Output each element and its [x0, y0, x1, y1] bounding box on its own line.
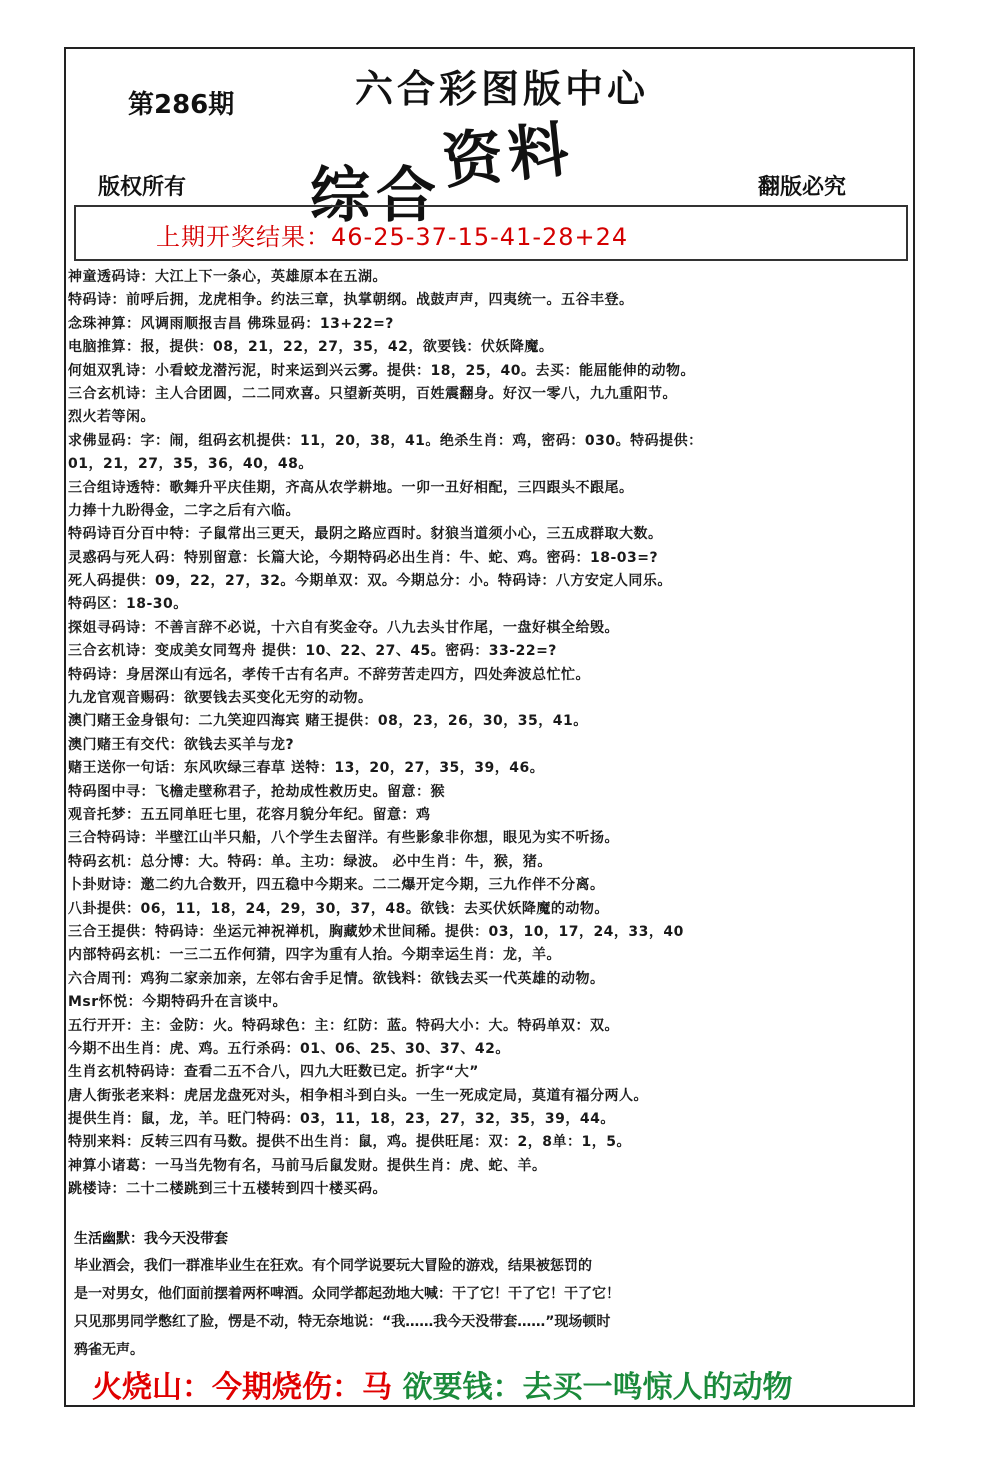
content-line: 今期不出生肖：虎、鸡。五行杀码：01、06、25、30、37、42。 [68, 1040, 510, 1057]
content-line: 特别来料：反转三四有马数。提供不出生肖：鼠，鸡。提供旺尾：双：2，8单：1，5。 [68, 1134, 631, 1151]
content-line: 死人码提供：09，22，27，32。今期单双：双。今期总分：小。特码诗：八方安定人同乐。 [68, 573, 672, 590]
content-line: 唐人街张老来料：虎居龙盘死对头，相争相斗到白头。一生一死成定局，莫道有福分两人。 [68, 1087, 648, 1104]
content-line: 赌王送你一句话：东风吹绿三春草 送特：13，20，27，35，39，46。 [68, 760, 545, 777]
big-title-part-2: 资料 [439, 114, 578, 198]
content-line: 何姐双乳诗：小看蛟龙潜污泥，时来运到兴云雾。提供：18，25，40。去买：能屈能伸的动物。 [68, 362, 695, 379]
content-line: 提供生肖：鼠，龙，羊。旺门特码：03，11，18，23，27，32，35，39，44。 [68, 1111, 615, 1128]
story-line: 鸦雀无声。 [74, 1342, 144, 1358]
content-line: 三合特码诗：半壁江山半只船，八个学生去留洋。有些影象非你想，眼见为实不听扬。 [68, 830, 619, 847]
content-line: 神童透码诗：大江上下一条心，英雄原本在五湖。 [68, 269, 387, 285]
humor-story [74, 1252, 894, 1364]
content-line: 神算小诸葛：一马当先物有名，马前马后鼠发财。提供生肖：虎、蛇、羊。 [68, 1157, 547, 1174]
content-line: 观音托梦：五五同单旺七里，花容月貌分年纪。留意：鸡 [68, 806, 431, 823]
story-line: 毕业酒会，我们一群准毕业生在狂欢。有个同学说要玩大冒险的游戏，结果被惩罚的 [74, 1258, 592, 1274]
content-line: 力捧十九盼得金，二字之后有六临。 [68, 502, 300, 519]
copyright-right: 翻版必究 [758, 175, 847, 200]
content-line: 特码诗百分百中特：子鼠常出三更天，最阴之路应酉时。豺狼当道须小心，三五成群取大数。 [68, 526, 663, 543]
copyright-left: 版权所有 [98, 175, 187, 200]
content-line: 八卦提供：06，11，18，24，29，30，37，48。欲钱：去买伏妖降魔的动物。 [68, 900, 609, 917]
content-line: 特码诗：前呼后拥，龙虎相争。约法三章，执掌朝纲。战鼓声声，四夷统一。五谷丰登。 [68, 292, 634, 309]
center-title: 六合彩图版中心 [355, 66, 650, 111]
last-result-box [74, 205, 908, 261]
bottom-banner-green: 欲要钱：去买一鸣惊人的动物 [402, 1370, 793, 1405]
story-line: 只见那男同学憋红了脸，愣是不动，特无奈地说：“我……我今天没带套……”现场顿时 [74, 1314, 611, 1330]
last-result-text: 上期开奖结果：46-25-37-15-41-28+24 [156, 223, 629, 251]
content-line: 跳楼诗：二十二楼跳到三十五楼转到四十楼买码。 [68, 1181, 387, 1198]
content-line: 六合周刊：鸡狗二家亲加亲，左邻右舍手足情。欲钱料：欲钱去买一代英雄的动物。 [68, 970, 605, 987]
content-line: 三合组诗透特：歌舞升平庆佳期，齐高从农学耕地。一卯一丑好相配，三四跟头不跟尾。 [68, 479, 634, 496]
content-line: 三合王提供：特码诗：坐运元神祝禅机，胸藏妙术世间稀。提供：03，10，17，24，33，40 [68, 923, 684, 940]
big-title [310, 114, 578, 231]
content-line: 卜卦财诗：邀二约九合数开，四五稳中今期来。二二爆开定今期，三九作伴不分离。 [68, 877, 605, 894]
content-line: 01，21，27，35，36，40，48。 [68, 456, 313, 473]
content-line: 求佛显码：字：闹，组码玄机提供：11，20，38，41。绝杀生肖：鸡，密码：030。特码提供： [68, 432, 703, 449]
content-line: 探姐寻码诗：不善言辞不必说，十六自有奖金夺。八九去头甘作尾，一盘好棋全给毁。 [68, 619, 619, 636]
content-line: 特码诗：身居深山有远名，孝传千古有名声。不辞劳苦走四方，四处奔波总忙忙。 [68, 666, 590, 683]
content-line: 烈火若等闲。 [68, 409, 155, 426]
content-line: 内部特码玄机：一三二五作何猜，四字为重有人抬。今期幸运生肖：龙，羊。 [68, 947, 561, 964]
content-line: 念珠神算：风调雨顺报吉昌 佛珠显码：13+22=? [68, 315, 394, 332]
content-line: 三合玄机诗：变成美女同驾舟 提供：10、22、27、45。密码：33-22=? [68, 643, 557, 660]
bottom-banner-red: 火烧山：今期烧伤：马 [92, 1370, 392, 1405]
content-lines [68, 266, 908, 1202]
content-line: 特码区：18-30。 [68, 596, 188, 613]
big-title-part-1: 综合 [310, 161, 442, 231]
content-line: 澳门赌王有交代：欲钱去买羊与龙? [68, 736, 295, 753]
issue-number: 第286期 [128, 90, 235, 120]
content-line: 电脑推算：报，提供：08，21，22，27，35，42，欲要钱：伏妖降魔。 [68, 339, 554, 356]
content-line: 三合玄机诗：主人合团圆，二二同欢喜。只望新英明，百姓震翻身。好汉一零八，九九重阳节。 [68, 385, 677, 402]
content-line: 澳门赌王金身银句：二九笑迎四海宾 赌王提供：08，23，26，30，35，41。 [68, 713, 588, 730]
content-line: Msr怀悦：今期特码升在言谈中。 [68, 994, 288, 1011]
content-line: 特码图中寻：飞檐走壁称君子，抢劫成性救历史。留意：猴 [68, 783, 445, 800]
content-line: 灵惑码与死人码：特别留意：长篇大论，今期特码必出生肖：牛、蛇、鸡。密码：18-03=? [68, 549, 659, 566]
content-line: 特码玄机：总分博：大。特码：单。主功：绿波。 必中生肖：牛，猴，猪。 [68, 853, 552, 870]
content-line: 九龙官观音赐码：欲要钱去买变化无穷的动物。 [68, 690, 373, 707]
content-line: 生肖玄机特码诗：查看二五不合八，四九大旺数已定。折字“大” [68, 1064, 479, 1081]
content-line: 五行开开：主：金防：火。特码球色：主：红防：蓝。特码大小：大。特码单双：双。 [68, 1017, 619, 1034]
humor-title: 生活幽默：我今天没带套 [74, 1231, 228, 1247]
story-line: 是一对男女，他们面前摆着两杯啤酒。众同学都起劲地大喊：干了它！干了它！干了它！ [74, 1286, 620, 1302]
bottom-banner [92, 1362, 792, 1406]
